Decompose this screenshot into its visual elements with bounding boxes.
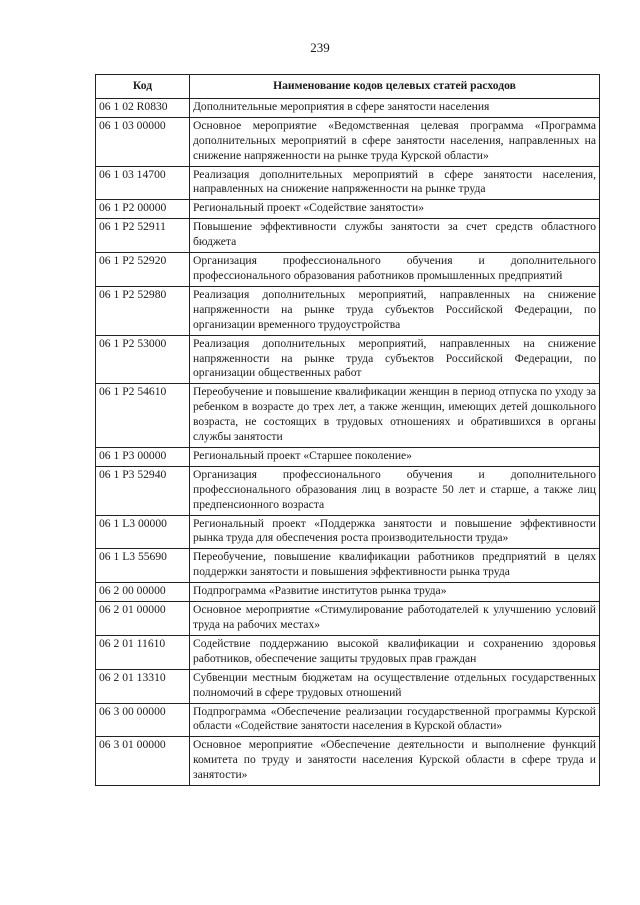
row-code: 06 3 01 00000 xyxy=(96,737,190,786)
row-name: Основное мероприятие «Ведомственная целевая программа «Программа дополнительных мероприятий в сфере занятости населения, направленных на снижение напряженности на рынке труда Курской области» xyxy=(190,117,600,166)
row-name: Содействие поддержанию высокой квалификации и сохранению здоровья работников, обеспечение защиты трудовых прав граждан xyxy=(190,635,600,669)
table-row xyxy=(96,635,600,669)
table-row xyxy=(96,335,600,384)
row-code: 06 1 P2 53000 xyxy=(96,335,190,384)
row-code: 06 1 02 R0830 xyxy=(96,98,190,117)
row-code: 06 1 P2 54610 xyxy=(96,384,190,448)
table-row xyxy=(96,549,600,583)
table-row xyxy=(96,253,600,287)
row-code: 06 1 P2 52911 xyxy=(96,219,190,253)
row-code: 06 2 01 13310 xyxy=(96,669,190,703)
row-name: Подпрограмма «Развитие институтов рынка труда» xyxy=(190,583,600,602)
row-name: Подпрограмма «Обеспечение реализации государственной программы Курской области «Содействие занятости населения в Курской области» xyxy=(190,703,600,737)
table-row xyxy=(96,98,600,117)
row-code: 06 1 03 00000 xyxy=(96,117,190,166)
row-code: 06 2 01 00000 xyxy=(96,602,190,636)
row-code: 06 2 00 00000 xyxy=(96,583,190,602)
header-code: Код xyxy=(96,75,190,99)
table-row xyxy=(96,515,600,549)
row-name: Региональный проект «Поддержка занятости и повышение эффективности рынка труда для обеспечения роста производительности труда» xyxy=(190,515,600,549)
row-name: Повышение эффективности службы занятости за счет средств областного бюджета xyxy=(190,219,600,253)
table-row xyxy=(96,447,600,466)
row-code: 06 1 P2 52920 xyxy=(96,253,190,287)
row-name: Реализация дополнительных мероприятий, направленных на снижение напряженности на рынке труда субъектов Российской Федерации, по организации общественных работ xyxy=(190,335,600,384)
row-name: Дополнительные мероприятия в сфере занятости населения xyxy=(190,98,600,117)
row-name: Региональный проект «Содействие занятости» xyxy=(190,200,600,219)
table-row xyxy=(96,166,600,200)
table-row xyxy=(96,384,600,448)
table-row xyxy=(96,466,600,515)
row-code: 06 1 P3 00000 xyxy=(96,447,190,466)
table-row xyxy=(96,219,600,253)
table-header-row xyxy=(96,75,600,99)
row-code: 06 1 P3 52940 xyxy=(96,466,190,515)
row-name: Переобучение, повышение квалификации работников предприятий в целях поддержки занятости и повышения эффективности рынка труда xyxy=(190,549,600,583)
row-code: 06 1 03 14700 xyxy=(96,166,190,200)
page-number: 239 xyxy=(310,40,330,55)
row-name: Организация профессионального обучения и дополнительного профессионального образования работников промышленных предприятий xyxy=(190,253,600,287)
row-name: Переобучение и повышение квалификации женщин в период отпуска по уходу за ребенком в возрасте до трех лет, а также женщин, имеющих детей дошкольного возраста, не состоящих в трудовых отношениях и обратившихся в органы службы занятости xyxy=(190,384,600,448)
table-row xyxy=(96,200,600,219)
row-code: 06 1 L3 55690 xyxy=(96,549,190,583)
table-row xyxy=(96,286,600,335)
table-row xyxy=(96,737,600,786)
row-code: 06 3 00 00000 xyxy=(96,703,190,737)
target-codes-table xyxy=(95,74,600,786)
row-name: Организация профессионального обучения и дополнительного профессионального образования лиц в возрасте 50 лет и старше, а также лиц предпенсионного возраста xyxy=(190,466,600,515)
row-code: 06 2 01 11610 xyxy=(96,635,190,669)
row-name: Реализация дополнительных мероприятий, направленных на снижение напряженности на рынке труда субъектов Российской Федерации, по организации временного трудоустройства xyxy=(190,286,600,335)
table-row xyxy=(96,117,600,166)
row-name: Субвенции местным бюджетам на осуществление отдельных государственных полномочий в сфере трудовых отношений xyxy=(190,669,600,703)
header-name: Наименование кодов целевых статей расходов xyxy=(190,75,600,99)
table-row xyxy=(96,669,600,703)
row-name: Основное мероприятие «Обеспечение деятельности и выполнение функций комитета по труду и занятости населения Курской области в сфере труда и занятости» xyxy=(190,737,600,786)
table-row xyxy=(96,583,600,602)
row-name: Региональный проект «Старшее поколение» xyxy=(190,447,600,466)
row-code: 06 1 L3 00000 xyxy=(96,515,190,549)
row-code: 06 1 P2 00000 xyxy=(96,200,190,219)
row-name: Основное мероприятие «Стимулирование работодателей к улучшению условий труда на рабочих местах» xyxy=(190,602,600,636)
row-code: 06 1 P2 52980 xyxy=(96,286,190,335)
row-name: Реализация дополнительных мероприятий в сфере занятости населения, направленных на снижение напряженности на рынке труда xyxy=(190,166,600,200)
table-row xyxy=(96,703,600,737)
table-row xyxy=(96,602,600,636)
